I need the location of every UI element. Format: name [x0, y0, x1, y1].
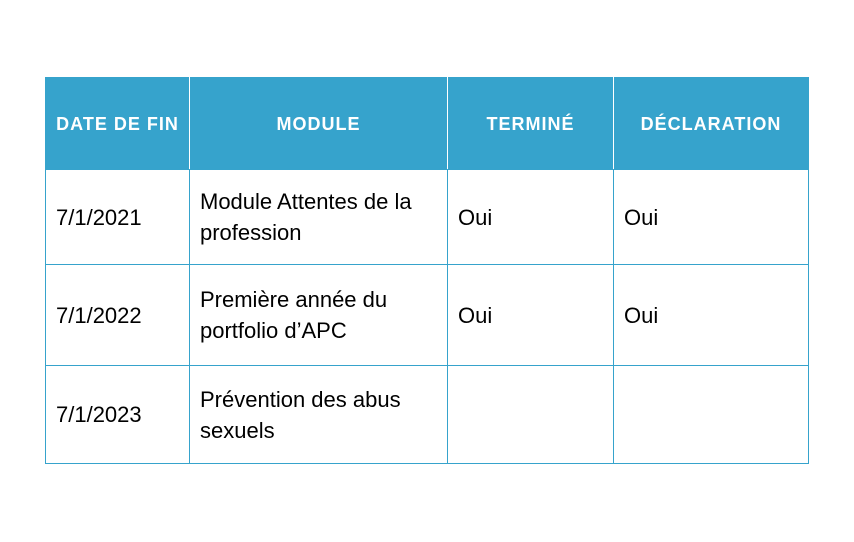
table-header-row: [46, 78, 809, 170]
header-module: MODULE: [190, 78, 448, 170]
cell-completed: Oui: [448, 170, 614, 265]
cell-declaration: Oui: [614, 265, 809, 366]
header-declaration: DÉCLARATION: [614, 78, 809, 170]
cell-date: 7/1/2023: [46, 366, 190, 464]
header-completed: TERMINÉ: [448, 78, 614, 170]
cell-declaration: Oui: [614, 170, 809, 265]
cell-module: Prévention des abus sexuels: [190, 366, 448, 464]
cell-declaration: [614, 366, 809, 464]
cell-date: 7/1/2022: [46, 265, 190, 366]
cell-module: Première année du portfolio d’APC: [190, 265, 448, 366]
cell-completed: [448, 366, 614, 464]
table-row: [46, 265, 809, 366]
table-row: [46, 170, 809, 265]
cell-module: Module Attentes de la profession: [190, 170, 448, 265]
cell-date: 7/1/2021: [46, 170, 190, 265]
header-end-date: DATE DE FIN: [46, 78, 190, 170]
modules-table: [45, 77, 809, 464]
table-row: [46, 366, 809, 464]
cell-completed: Oui: [448, 265, 614, 366]
